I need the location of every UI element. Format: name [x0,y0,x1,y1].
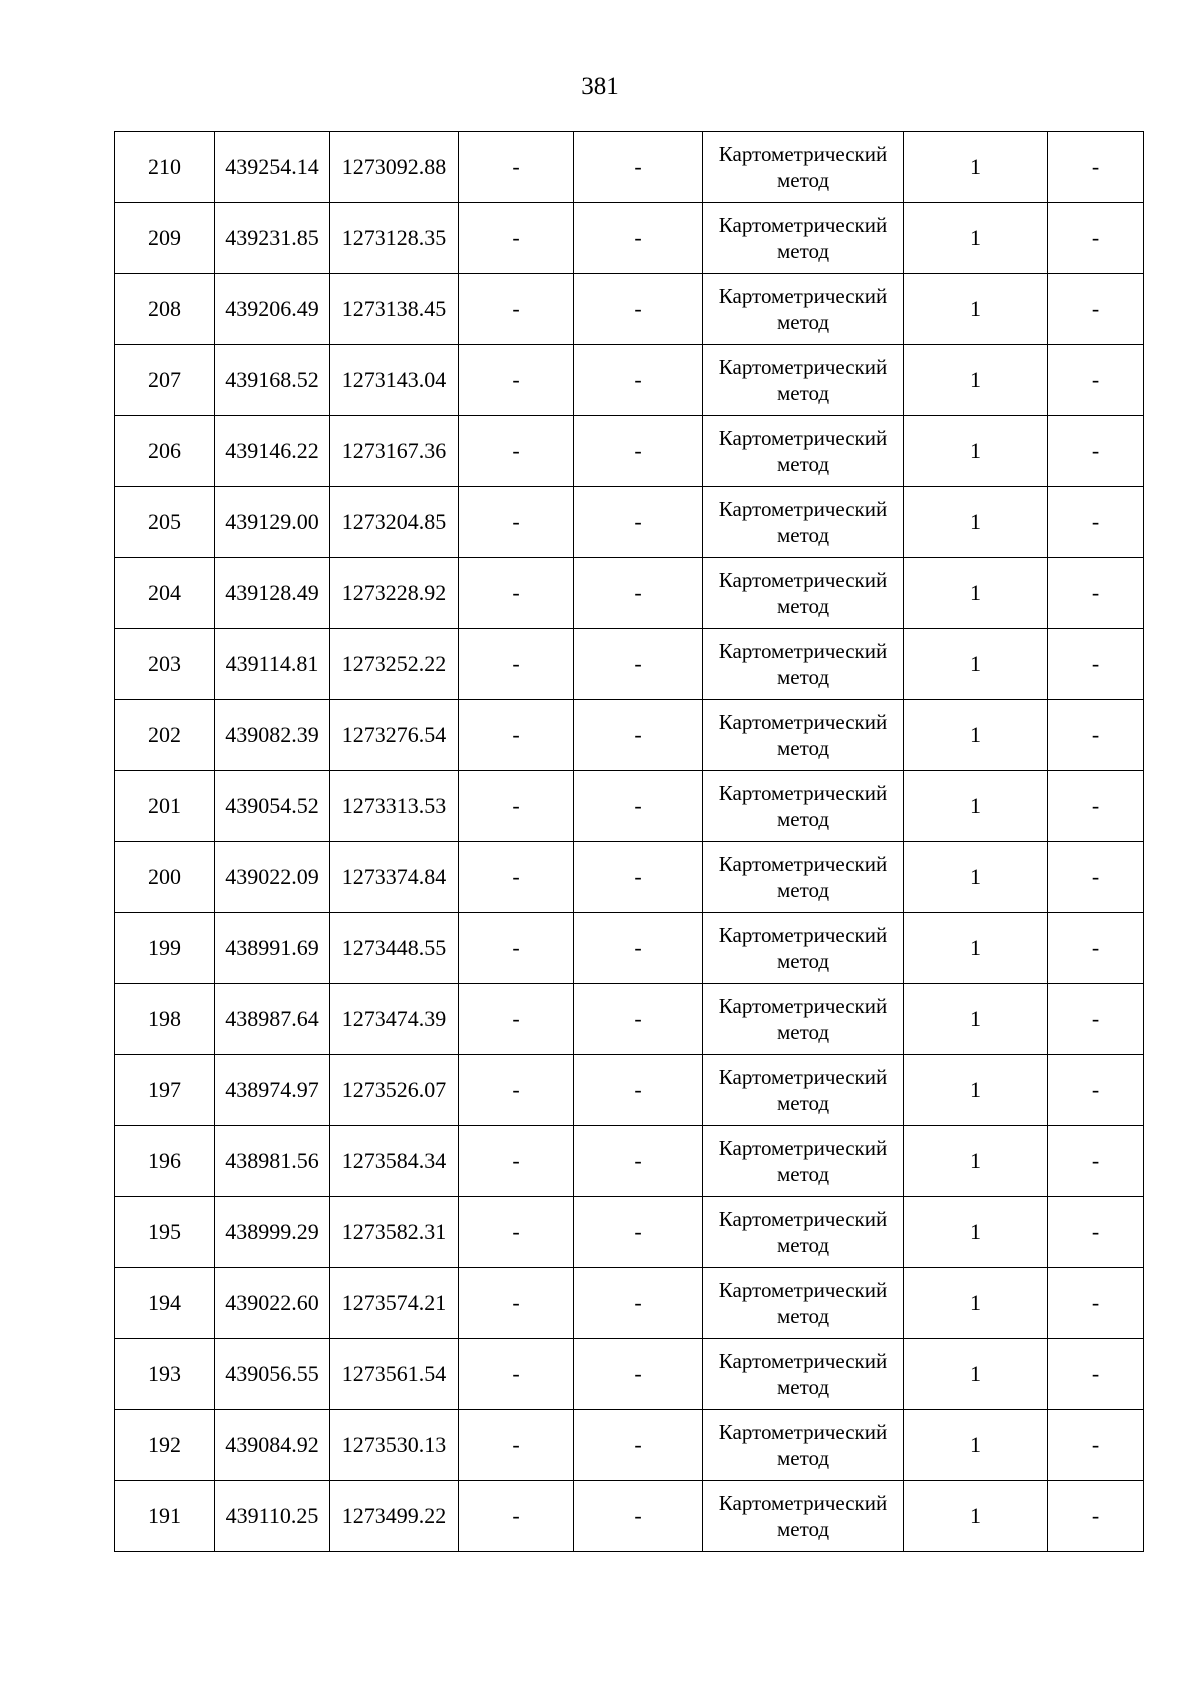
cell-column-8: - [1048,842,1144,913]
method-line-1: Картометрический [718,1349,888,1373]
cell-column-4: - [459,984,574,1055]
cell-x-coordinate: 439054.52 [215,771,330,842]
cell-column-5: - [574,1339,703,1410]
table-row [115,913,1144,984]
cell-method [703,1339,904,1410]
table-row [115,1268,1144,1339]
cell-accuracy: 1 [904,771,1048,842]
cell-method [703,700,904,771]
table-row [115,700,1144,771]
table-row [115,771,1144,842]
cell-column-4: - [459,203,574,274]
cell-column-4: - [459,1410,574,1481]
method-line-2: метод [776,736,830,760]
cell-accuracy: 1 [904,629,1048,700]
cell-method [703,1197,904,1268]
cell-column-4: - [459,700,574,771]
cell-column-8: - [1048,274,1144,345]
table-row [115,345,1144,416]
cell-column-8: - [1048,629,1144,700]
cell-method [703,1055,904,1126]
cell-method [703,842,904,913]
table-row [115,1481,1144,1552]
table-row [115,132,1144,203]
cell-x-coordinate: 439110.25 [215,1481,330,1552]
cell-method [703,913,904,984]
method-line-1: Картометрический [718,639,888,663]
method-line-2: метод [776,1091,830,1115]
table-row [115,1055,1144,1126]
cell-x-coordinate: 439129.00 [215,487,330,558]
cell-point-number: 208 [115,274,215,345]
cell-accuracy: 1 [904,984,1048,1055]
cell-point-number: 197 [115,1055,215,1126]
cell-y-coordinate: 1273092.88 [330,132,459,203]
cell-column-5: - [574,203,703,274]
table-row [115,842,1144,913]
cell-x-coordinate: 439114.81 [215,629,330,700]
cell-column-4: - [459,558,574,629]
cell-column-8: - [1048,487,1144,558]
cell-column-4: - [459,1481,574,1552]
cell-accuracy: 1 [904,487,1048,558]
method-line-1: Картометрический [718,1278,888,1302]
cell-point-number: 203 [115,629,215,700]
cell-column-8: - [1048,913,1144,984]
cell-column-8: - [1048,416,1144,487]
cell-y-coordinate: 1273574.21 [330,1268,459,1339]
cell-column-5: - [574,1410,703,1481]
cell-y-coordinate: 1273143.04 [330,345,459,416]
cell-column-8: - [1048,1339,1144,1410]
cell-x-coordinate: 439146.22 [215,416,330,487]
cell-x-coordinate: 438981.56 [215,1126,330,1197]
method-line-1: Картометрический [718,781,888,805]
method-line-1: Картометрический [718,568,888,592]
cell-column-5: - [574,1481,703,1552]
cell-column-8: - [1048,984,1144,1055]
cell-x-coordinate: 438987.64 [215,984,330,1055]
cell-method [703,1410,904,1481]
cell-accuracy: 1 [904,1197,1048,1268]
table-row [115,1197,1144,1268]
cell-column-5: - [574,913,703,984]
method-line-2: метод [776,1020,830,1044]
cell-column-5: - [574,345,703,416]
method-line-1: Картометрический [718,994,888,1018]
method-line-1: Картометрический [718,1065,888,1089]
cell-point-number: 205 [115,487,215,558]
cell-point-number: 199 [115,913,215,984]
cell-point-number: 191 [115,1481,215,1552]
cell-method [703,416,904,487]
method-line-2: метод [776,1233,830,1257]
method-line-1: Картометрический [718,710,888,734]
cell-method [703,558,904,629]
cell-column-8: - [1048,1481,1144,1552]
cell-accuracy: 1 [904,1410,1048,1481]
cell-column-5: - [574,1055,703,1126]
cell-accuracy: 1 [904,700,1048,771]
method-line-2: метод [776,594,830,618]
cell-x-coordinate: 439056.55 [215,1339,330,1410]
cell-column-8: - [1048,1055,1144,1126]
method-line-1: Картометрический [718,355,888,379]
cell-x-coordinate: 439254.14 [215,132,330,203]
method-line-1: Картометрический [718,426,888,450]
cell-method [703,132,904,203]
cell-y-coordinate: 1273530.13 [330,1410,459,1481]
cell-x-coordinate: 438991.69 [215,913,330,984]
cell-x-coordinate: 439206.49 [215,274,330,345]
cell-accuracy: 1 [904,345,1048,416]
method-line-1: Картометрический [718,1420,888,1444]
cell-accuracy: 1 [904,132,1048,203]
cell-accuracy: 1 [904,1055,1048,1126]
cell-x-coordinate: 439128.49 [215,558,330,629]
cell-x-coordinate: 439084.92 [215,1410,330,1481]
table-row [115,1410,1144,1481]
cell-method [703,1268,904,1339]
table-row [115,203,1144,274]
cell-column-5: - [574,1268,703,1339]
cell-x-coordinate: 439022.09 [215,842,330,913]
table-row [115,487,1144,558]
cell-column-4: - [459,1197,574,1268]
method-line-1: Картометрический [718,284,888,308]
cell-column-8: - [1048,558,1144,629]
cell-point-number: 198 [115,984,215,1055]
cell-column-5: - [574,1197,703,1268]
cell-accuracy: 1 [904,1481,1048,1552]
cell-column-5: - [574,274,703,345]
cell-point-number: 202 [115,700,215,771]
cell-method [703,274,904,345]
cell-point-number: 209 [115,203,215,274]
cell-column-4: - [459,913,574,984]
cell-y-coordinate: 1273128.35 [330,203,459,274]
cell-method [703,771,904,842]
cell-column-8: - [1048,1197,1144,1268]
cell-x-coordinate: 439082.39 [215,700,330,771]
method-line-1: Картометрический [718,852,888,876]
cell-column-8: - [1048,1410,1144,1481]
cell-accuracy: 1 [904,558,1048,629]
method-line-1: Картометрический [718,1207,888,1231]
cell-column-4: - [459,132,574,203]
cell-accuracy: 1 [904,1339,1048,1410]
cell-y-coordinate: 1273584.34 [330,1126,459,1197]
cell-point-number: 206 [115,416,215,487]
cell-point-number: 195 [115,1197,215,1268]
method-line-2: метод [776,452,830,476]
cell-column-5: - [574,842,703,913]
cell-column-4: - [459,1339,574,1410]
cell-column-5: - [574,487,703,558]
cell-column-8: - [1048,1126,1144,1197]
table-row [115,1339,1144,1410]
method-line-1: Картометрический [718,1136,888,1160]
cell-y-coordinate: 1273276.54 [330,700,459,771]
table-row [115,1126,1144,1197]
cell-column-4: - [459,629,574,700]
method-line-2: метод [776,1375,830,1399]
cell-y-coordinate: 1273448.55 [330,913,459,984]
cell-accuracy: 1 [904,1268,1048,1339]
cell-accuracy: 1 [904,1126,1048,1197]
cell-point-number: 204 [115,558,215,629]
cell-column-4: - [459,416,574,487]
cell-column-4: - [459,1055,574,1126]
cell-x-coordinate: 438999.29 [215,1197,330,1268]
cell-column-8: - [1048,700,1144,771]
cell-accuracy: 1 [904,913,1048,984]
method-line-2: метод [776,878,830,902]
cell-method [703,203,904,274]
cell-column-5: - [574,1126,703,1197]
cell-column-5: - [574,132,703,203]
cell-y-coordinate: 1273499.22 [330,1481,459,1552]
method-line-2: метод [776,523,830,547]
cell-method [703,1126,904,1197]
cell-x-coordinate: 439022.60 [215,1268,330,1339]
cell-column-8: - [1048,1268,1144,1339]
method-line-2: метод [776,807,830,831]
method-line-2: метод [776,381,830,405]
cell-accuracy: 1 [904,842,1048,913]
cell-column-5: - [574,700,703,771]
cell-x-coordinate: 438974.97 [215,1055,330,1126]
cell-column-4: - [459,345,574,416]
cell-accuracy: 1 [904,203,1048,274]
cell-column-4: - [459,274,574,345]
cell-y-coordinate: 1273526.07 [330,1055,459,1126]
method-line-2: метод [776,665,830,689]
cell-point-number: 210 [115,132,215,203]
cell-y-coordinate: 1273313.53 [330,771,459,842]
cell-y-coordinate: 1273374.84 [330,842,459,913]
cell-column-4: - [459,842,574,913]
cell-column-5: - [574,558,703,629]
cell-method [703,629,904,700]
cell-y-coordinate: 1273252.22 [330,629,459,700]
cell-accuracy: 1 [904,274,1048,345]
method-line-2: метод [776,239,830,263]
cell-y-coordinate: 1273582.31 [330,1197,459,1268]
cell-point-number: 200 [115,842,215,913]
method-line-1: Картометрический [718,1491,888,1515]
cell-column-5: - [574,629,703,700]
method-line-2: метод [776,1446,830,1470]
cell-column-5: - [574,771,703,842]
cell-point-number: 201 [115,771,215,842]
cell-point-number: 192 [115,1410,215,1481]
table-row [115,629,1144,700]
method-line-2: метод [776,949,830,973]
coordinates-table [114,131,1144,1552]
cell-x-coordinate: 439231.85 [215,203,330,274]
method-line-2: метод [776,310,830,334]
cell-accuracy: 1 [904,416,1048,487]
cell-point-number: 196 [115,1126,215,1197]
cell-column-4: - [459,1268,574,1339]
cell-x-coordinate: 439168.52 [215,345,330,416]
cell-column-8: - [1048,203,1144,274]
cell-y-coordinate: 1273474.39 [330,984,459,1055]
cell-method [703,984,904,1055]
cell-y-coordinate: 1273167.36 [330,416,459,487]
cell-method [703,345,904,416]
cell-point-number: 193 [115,1339,215,1410]
cell-method [703,1481,904,1552]
table-row [115,558,1144,629]
cell-point-number: 194 [115,1268,215,1339]
cell-column-4: - [459,487,574,558]
method-line-2: метод [776,1162,830,1186]
method-line-1: Картометрический [718,213,888,237]
cell-method [703,487,904,558]
method-line-1: Картометрический [718,497,888,521]
table-body [115,132,1144,1552]
cell-point-number: 207 [115,345,215,416]
method-line-1: Картометрический [718,142,888,166]
method-line-1: Картометрический [718,923,888,947]
page-number: 381 [581,73,619,100]
cell-column-4: - [459,771,574,842]
cell-column-5: - [574,984,703,1055]
cell-column-4: - [459,1126,574,1197]
method-line-2: метод [776,1517,830,1541]
method-line-2: метод [776,168,830,192]
table-row [115,984,1144,1055]
cell-y-coordinate: 1273138.45 [330,274,459,345]
table-row [115,274,1144,345]
table-row [115,416,1144,487]
method-line-2: метод [776,1304,830,1328]
cell-column-8: - [1048,771,1144,842]
cell-y-coordinate: 1273228.92 [330,558,459,629]
cell-y-coordinate: 1273204.85 [330,487,459,558]
cell-column-8: - [1048,345,1144,416]
cell-y-coordinate: 1273561.54 [330,1339,459,1410]
cell-column-8: - [1048,132,1144,203]
cell-column-5: - [574,416,703,487]
